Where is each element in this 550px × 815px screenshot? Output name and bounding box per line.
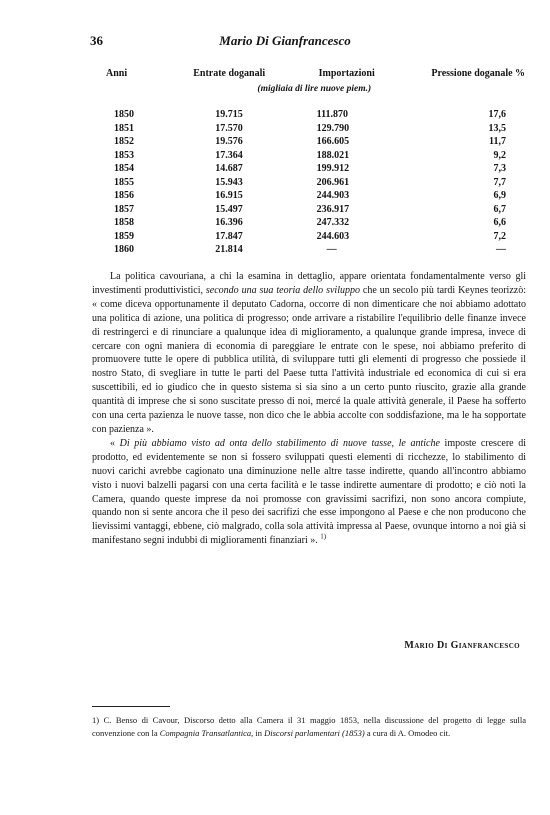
footnote-text-a: C. Benso di Cavour, Discorso detto alla Camera il 31 maggio 1853, nella discussione del progetto di legge sulla convenzione con la [92, 715, 526, 738]
cell-entrate: 16.915 [215, 190, 243, 201]
header-entrate: Entrate doganali [193, 67, 266, 79]
author-signature [404, 640, 520, 651]
cell-entrate: 15.497 [215, 203, 243, 215]
cell-importazioni: 166.605 [316, 136, 350, 147]
table-row [88, 108, 550, 122]
paragraph-1-quote: che un secolo più tardi Keynes teorizzò: « come diceva opportunamente il deputato Cadorna, occorre di non dimenticare che noi abbiamo adottato una politica di azione, una politica di progresso; onde arrivare a ristabilire l'equilibrio delle finanze invece di restringerci e di rinunciare a qualunque idea di miglioramento, a qualunque grande impresa, invece di cercare con ogni maniera di economia di pareggiare le entrate con le spese, noi abbiamo preferito di promuovere tutte le opere di pubblica utilità, di sviluppare tutti gli elementi di progresso che possiede il nostro Stato, di svegliare in tutte le parti del Paese tutta l'attività industriale ed economica di cui si era suscettibili, ed io giudico che in questo sistema si sia sino a un certo punto riuscito, grazie alla grande quantità di imprese che si sono suscitate presso di noi, mercé la quale attività generale, il Paese ha sofferto con una certa pazienza le nuove tasse, non dico che le abbia accolte con soddisfazione, ma le ha sopportate con pazienza ». [92, 284, 526, 435]
table-subheader: (migliaia di lire nuove piem.) [257, 84, 372, 94]
footnote-text-d: Discorsi parlamentari (1853) [264, 727, 365, 738]
cell-importazioni: 188.021 [316, 149, 350, 161]
cell-year: 1850 [114, 109, 134, 120]
cell-pressione: 7,7 [493, 176, 506, 188]
footnote-mark: 1) [92, 715, 100, 725]
cell-importazioni: — [326, 244, 337, 255]
table-row [88, 149, 550, 163]
footnote-divider [92, 706, 170, 707]
table-row [88, 122, 550, 136]
cell-importazioni: 129.790 [316, 122, 350, 134]
cell-importazioni: 244.603 [316, 230, 350, 242]
table-row [88, 216, 550, 230]
table-subheader-row [88, 80, 550, 98]
cell-pressione: 6,9 [493, 190, 506, 201]
cell-year: 1857 [114, 203, 134, 215]
cell-year: 1860 [114, 244, 134, 255]
customs-duties-table [88, 66, 550, 257]
footnote-text-e: a cura di A. Omodeo cit. [364, 727, 451, 738]
running-title: Mario Di Gianfrancesco [219, 33, 351, 48]
signature-name: Mario Di Gianfrancesco [404, 640, 520, 651]
cell-importazioni: 199.912 [316, 163, 350, 174]
cell-entrate: 17.570 [215, 122, 243, 134]
table-row [88, 243, 550, 257]
cell-pressione: 6,6 [493, 217, 506, 228]
cell-pressione: 17,6 [488, 109, 506, 120]
cell-year: 1859 [114, 230, 134, 242]
cell-year: 1858 [114, 217, 134, 228]
paragraph-2-text: imposte crescere di prodotto, ed evidentemente se non si fossero sviluppati questi elementi di ricchezze, lo stabilimento di nuovi carichi avrebbe cagionato una diminuzione nelle altre tasse indirette, quando all'incontro abbiamo visto i nuovi balzelli pagarsi con una certa facilità e le tasse indirette aumentare di prodotto; e ciò noti la Camera, quando queste imprese da noi promosse con gravissimi sacrifizi, non sono ancora compiute, quando non si sente ancora che il peso dei sacrifizi che esse impongono al Paese e che non producono che lievissimi vantaggi, ebbene, ciò malgrado, colla sola attività impressa al Paese, ovunque intorno a noi già si manifestano segni indubbi di miglioramenti finanziari ». [92, 437, 527, 547]
cell-entrate: 14.687 [215, 163, 243, 174]
header-importazioni: Importazioni [318, 67, 375, 79]
table-row [88, 176, 550, 190]
table-row [88, 135, 550, 149]
paragraph-2-italic: Di più abbiamo visto ad onta dello stabilimento di nuove tasse, le antiche [119, 437, 440, 449]
table-row [88, 162, 550, 176]
table-row [88, 203, 550, 217]
cell-entrate: 19.576 [215, 136, 243, 147]
cell-entrate: 21.814 [215, 244, 243, 255]
cell-pressione: 7,3 [493, 163, 506, 174]
cell-entrate: 15.943 [215, 176, 243, 188]
cell-pressione: 7,2 [493, 230, 506, 242]
cell-importazioni: 244.903 [316, 190, 350, 201]
cell-year: 1855 [114, 176, 134, 188]
cell-entrate: 17.847 [215, 230, 243, 242]
body-text [92, 270, 526, 548]
cell-year: 1853 [114, 149, 134, 161]
paragraph-1 [92, 270, 526, 437]
cell-pressione: 9,2 [493, 149, 506, 161]
cell-pressione: — [496, 244, 506, 255]
footnote-text-b: Compagnia Transatlantica [159, 727, 252, 738]
table-row [88, 189, 550, 203]
paragraph-2 [92, 437, 526, 548]
cell-year: 1851 [114, 122, 134, 134]
cell-importazioni: 111.870 [316, 109, 349, 120]
running-head [80, 33, 490, 51]
cell-year: 1852 [114, 136, 134, 147]
cell-entrate: 19.715 [215, 109, 243, 120]
footnote-text-c: , in [251, 727, 265, 738]
cell-importazioni: 236.917 [316, 203, 350, 215]
table-row [88, 230, 550, 244]
cell-importazioni: 206.961 [316, 176, 350, 188]
cell-pressione: 13,5 [488, 122, 506, 134]
cell-pressione: 6,7 [493, 203, 506, 215]
cell-pressione: 11,7 [489, 136, 506, 147]
footnote-reference[interactable]: 1) [320, 532, 327, 541]
paragraph-1-text: La politica cavouriana, a chi la esamina in dettaglio, appare orientata fondamentalmente verso gli investimenti produttivistici, [92, 271, 526, 296]
cell-entrate: 17.364 [215, 149, 243, 161]
paragraph-2-open: « [110, 437, 120, 449]
cell-year: 1854 [114, 163, 134, 174]
footnote [92, 714, 526, 739]
cell-entrate: 16.396 [215, 217, 243, 228]
paragraph-1-italic: secondo una sua teoria dello sviluppo [205, 284, 360, 296]
cell-year: 1856 [114, 190, 134, 201]
page-number: 36 [90, 33, 103, 48]
header-pressione: Pressione doganale % [431, 67, 526, 79]
cell-importazioni: 247.332 [316, 217, 350, 228]
header-year: Anni [106, 67, 128, 79]
table-header-row [88, 66, 550, 80]
